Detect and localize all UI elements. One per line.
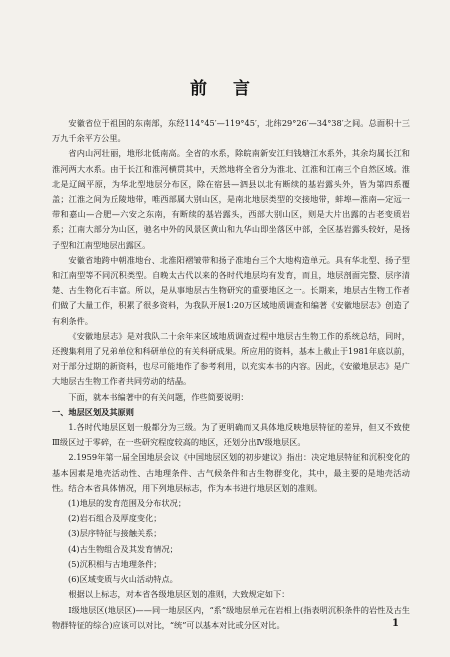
paragraph: 2.1959年第一届全国地层会议《中国地层区划的初步建议》指出：决定地层特征和沉积变化的基本因素是地壳活动性、古地理条件、古气候条件和古生物群变化，其中，最主要的是地壳活动性。结合本省具体情况，用下列地层标志，作为本书进行地层区划的准则。: [52, 452, 410, 493]
paragraph: 下面，就本书编著中的有关问题，作些简要说明：: [68, 391, 249, 402]
page-title: 前 言: [190, 79, 260, 99]
criteria-item: (6)区域变质与火山活动特点。: [68, 574, 178, 585]
criteria-item: (2)岩石组合及厚度变化；: [68, 513, 162, 524]
paragraph: 省内山河壮丽，地形北低南高。全省的水系，除皖南新安江归钱塘江水系外，其余均属长江和淮河两大水系。由于长江和淮河横贯其中，天然地将全省分为淮北、江淮和江南三个自然区域。淮北是辽阔平原，为华北型地层分布区，除在宿县—泗县以北有断续的基岩露头外，皆为第四系覆盖；江淮之间为丘陵地带，唯西部属大别山区，是南北地层类型的交接地带，蚌埠—淮南—定远一带和嘉山—合肥—六安之东南，有断续的基岩露头，西部大别山区，则是大片出露的古老变质岩系；江南大部分为山区，驰名中外的风景区黄山和九华山即坐落区中部，全区基岩露头较好，是扬子型和江南型地层出露区。: [52, 148, 410, 250]
paragraph: Ⅰ级地层区(地层区)——同一地层区内，“系”级地层单元在岩相上(指表明沉积条件的岩性及古生物群特征的综合)应该可以对比，“统”可以基本对比或分区对比。: [52, 604, 410, 630]
criteria-item: (5)沉积相与古地理条件；: [68, 558, 162, 569]
paragraph: 《安徽地层志》是对我队二十余年来区域地质调查过程中地层古生物工作的系统总结，同时，还搜集利用了兄弟单位和科研单位的有关科研成果。所应用的资料，基本上截止于1981年底以前，对于部分过期的新资料，也尽可能地作了参考利用，以充实本书的内容。因此，《安徽地层志》是广大地层古生物工作者共同劳动的结晶。: [52, 330, 410, 387]
section-heading: 一、地层区划及其原则: [52, 406, 134, 417]
page-number: 1: [392, 618, 399, 629]
paragraph: 安徽省地跨中朝准地台、北淮阳褶皱带和扬子准地台三个大地构造单元。具有华北型、扬子型和江南型等不同沉积类型。自晚太古代以来的各时代地层均有发育，而且，地层剖面完整、层序清楚、古生物化石丰富。所以，是从事地层古生物研究的重要地区之一。长期来，地层古生物工作者们做了大量工作，积累了很多资料，为我队开展1:20万区域地质调查和编著《安徽地层志》创造了有利条件。: [52, 254, 410, 326]
body-text: [52, 116, 410, 633]
paragraph: 根据以上标志，对本省各级地层区划的准则，大致规定如下：: [68, 589, 290, 600]
criteria-item: (4)古生物组合及其发育情况；: [68, 543, 178, 554]
criteria-item: (1)地层的发育范围及分布状况；: [68, 498, 187, 509]
paragraph: 安徽省位于祖国的东南部，东经114°45′—119°45′，北纬29°26′—34°38′之间。总面积十三万九千余平方公里。: [52, 118, 410, 144]
criteria-item: (3)层序特征与接触关系；: [68, 528, 162, 539]
paragraph: 1.各时代地层区划一般都分为三级。为了更明确而又具体地反映地层特征的差异，但又不致使Ⅲ级区过于零碎，在一些研究程度较高的地区，还划分出Ⅳ级地层区。: [52, 422, 410, 448]
